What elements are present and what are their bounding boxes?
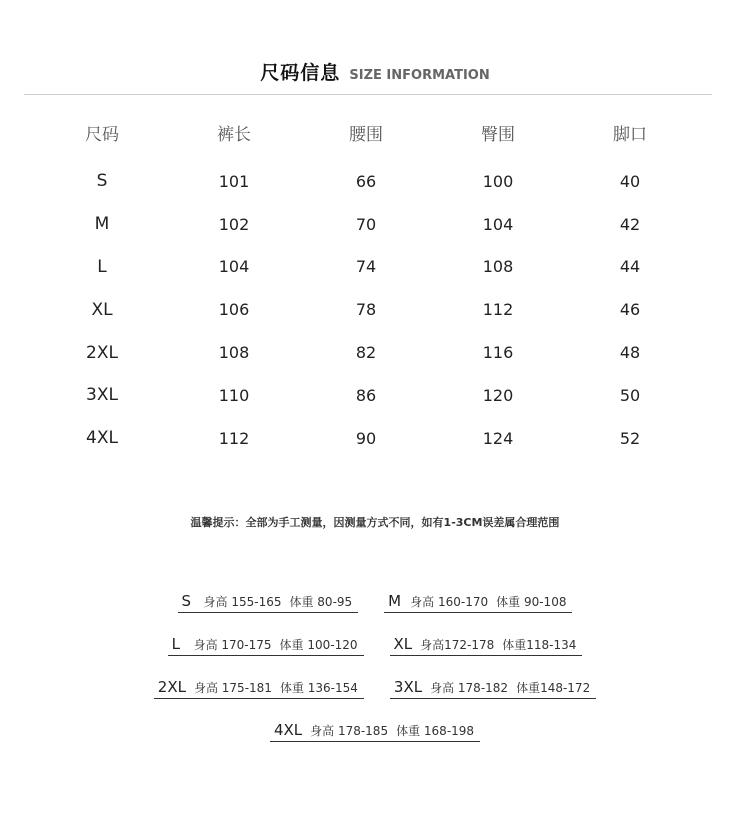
column-header-size: 尺码 (85, 124, 119, 145)
column-header-hem: 脚口 (613, 124, 647, 145)
recommendation-height: 身高 155-165 (203, 595, 282, 609)
table-cell: M (94, 214, 110, 235)
table-cell: L (97, 256, 107, 277)
table-cell: 120 (482, 385, 514, 405)
table-row (36, 374, 696, 417)
recommendation-height: 身高 175-181 (193, 681, 272, 695)
table-cell: 78 (355, 300, 377, 320)
table-body (36, 160, 696, 460)
table-cell: 100 (482, 171, 514, 191)
size-recommendation (178, 592, 359, 613)
recommendation-weight: 体重 136-154 (279, 681, 358, 695)
title-english: SIZE INFORMATION (349, 68, 490, 83)
recommendation-height: 身高 178-185 (310, 724, 389, 738)
recommendation-size: 4XL (273, 721, 303, 739)
table-cell: XL (91, 299, 113, 320)
recommendation-size: M (388, 592, 402, 610)
table-cell: 4XL (86, 428, 118, 449)
table-cell: 90 (355, 428, 377, 448)
table-cell: 50 (619, 385, 641, 405)
size-recommendation (390, 635, 583, 656)
column-header-waist: 腰围 (349, 124, 383, 145)
size-recommendation (384, 592, 572, 613)
recommendation-height: 身高 160-170 (410, 595, 489, 609)
table-cell: 112 (482, 300, 514, 320)
table-cell: 52 (619, 428, 641, 448)
table-cell: 48 (619, 343, 641, 363)
table-cell: 66 (355, 171, 377, 191)
table-cell: 40 (619, 171, 641, 191)
recommendation-weight: 体重148-172 (516, 681, 591, 695)
recommendation-size: 2XL (157, 678, 186, 696)
recommendation-size: XL (393, 635, 413, 653)
table-cell: S (96, 171, 108, 192)
table-cell: 3XL (86, 385, 118, 406)
recommendation-line (0, 592, 750, 635)
recommendation-size: L (171, 635, 180, 653)
table-cell: 74 (355, 257, 377, 277)
table-cell: 102 (218, 214, 250, 234)
recommendation-weight: 体重118-134 (502, 638, 577, 652)
table-cell: 101 (218, 171, 250, 191)
size-recommendation (270, 721, 480, 742)
table-cell: 110 (218, 385, 250, 405)
recommendation-size: 3XL (393, 678, 423, 696)
table-row (36, 417, 696, 460)
recommendation-weight: 体重 80-95 (289, 595, 353, 609)
recommendation-height: 身高172-178 (420, 638, 495, 652)
table-cell: 44 (619, 257, 641, 277)
size-recommendation (168, 635, 364, 656)
table-cell: 108 (482, 257, 514, 277)
table-cell: 104 (482, 214, 514, 234)
table-cell: 104 (218, 257, 250, 277)
size-table (36, 112, 696, 460)
recommendation-weight: 体重 100-120 (279, 638, 358, 652)
recommendation-height: 身高 170-175 (193, 638, 272, 652)
page-header (0, 58, 750, 85)
recommendation-line (0, 635, 750, 678)
size-recommendation (154, 678, 364, 699)
recommendation-line (0, 721, 750, 764)
table-cell: 46 (619, 300, 641, 320)
table-cell: 124 (482, 428, 514, 448)
column-header-length: 裤长 (217, 124, 251, 145)
header-divider (24, 94, 712, 95)
recommendation-line (0, 678, 750, 721)
table-cell: 112 (218, 428, 250, 448)
table-row (36, 288, 696, 331)
recommendation-height: 身高 178-182 (430, 681, 509, 695)
title-chinese: 尺码信息 (260, 62, 341, 84)
table-cell: 70 (355, 214, 377, 234)
size-recommendations (0, 592, 750, 764)
recommendation-weight: 体重 168-198 (396, 724, 475, 738)
table-cell: 42 (619, 214, 641, 234)
table-cell: 116 (482, 343, 514, 363)
table-cell: 2XL (86, 342, 118, 363)
table-cell: 108 (218, 343, 250, 363)
measurement-note: 温馨提示：全部为手工测量，因测量方式不同，如有1-3CM误差属合理范围 (190, 516, 560, 529)
table-cell: 86 (355, 385, 377, 405)
size-recommendation (390, 678, 596, 699)
table-cell: 82 (355, 343, 377, 363)
table-row (36, 203, 696, 246)
table-cell: 106 (218, 300, 250, 320)
recommendation-weight: 体重 90-108 (496, 595, 567, 609)
table-header (36, 112, 696, 152)
table-row (36, 246, 696, 289)
table-row (36, 331, 696, 374)
table-row (36, 160, 696, 203)
recommendation-size: S (181, 592, 192, 610)
column-header-hip: 臀围 (481, 124, 515, 145)
